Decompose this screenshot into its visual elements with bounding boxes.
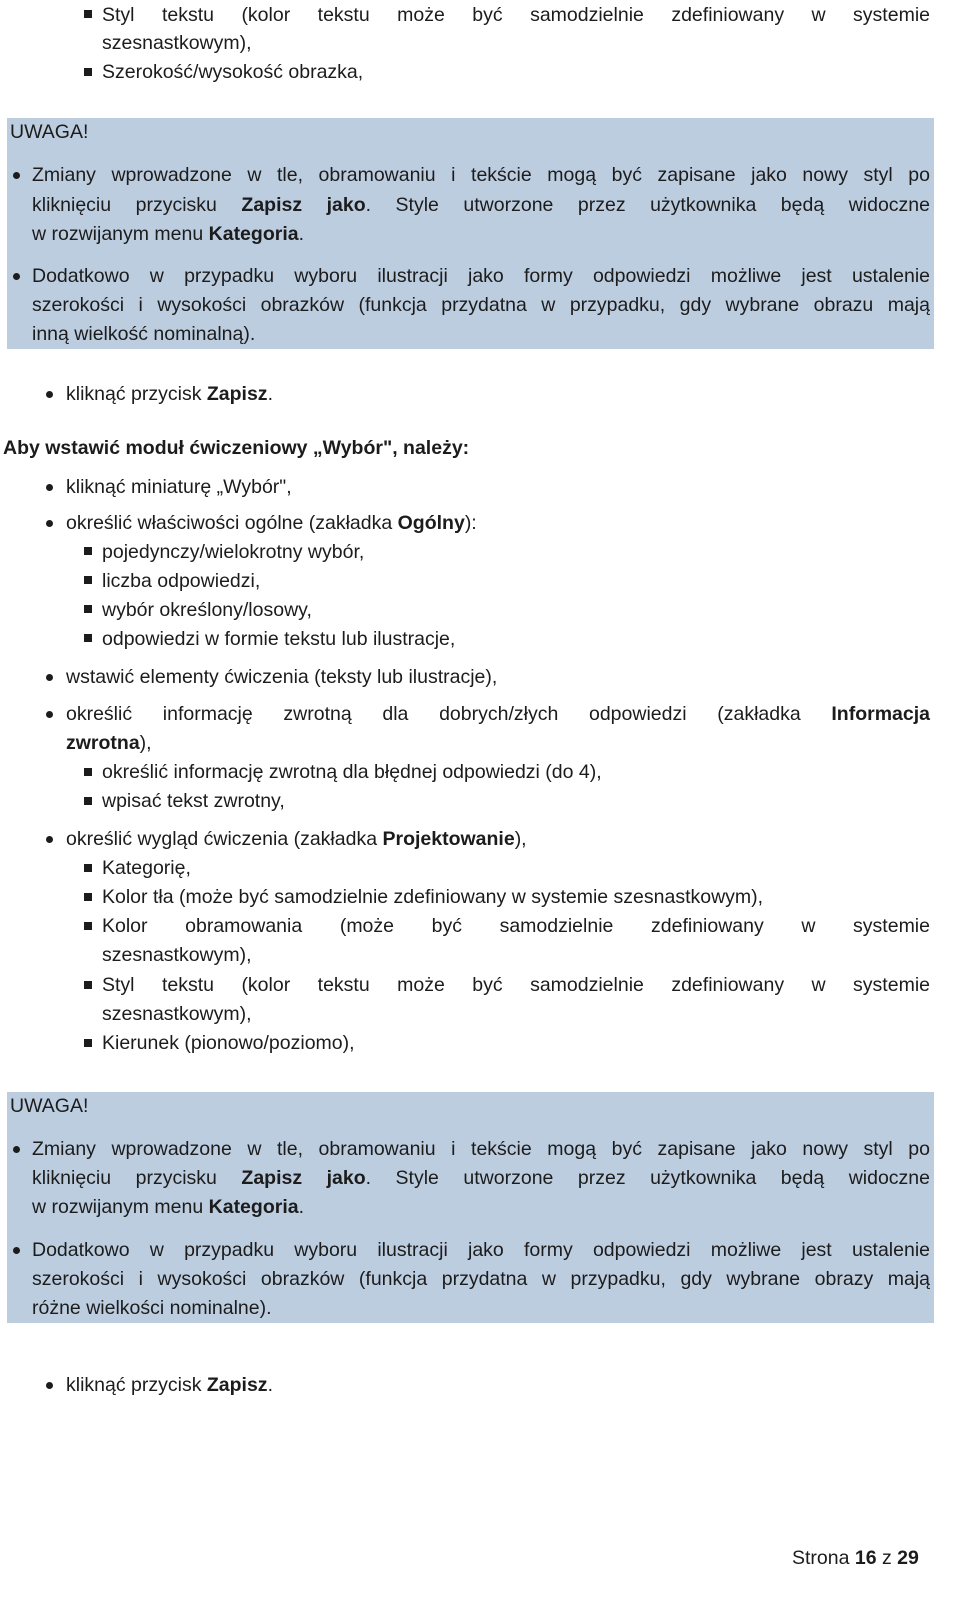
square-bullet-icon [84,547,92,555]
note-text: Zmiany wprowadzone w tle, obramowaniu i tekście mogą być zapisane jako nowy styl po [32,164,930,186]
note-text: w rozwijanym menu Kategoria. [32,1196,305,1218]
list-item-continuation: szesnastkowym), [102,944,252,966]
bullet-icon [13,273,20,280]
list-item: Szerokość/wysokość obrazka, [102,61,364,83]
square-bullet-icon [84,864,92,872]
list-item: Styl tekstu (kolor tekstu może być samodzielnie zdefiniowany w systemie [102,4,930,26]
section-heading: Aby wstawić moduł ćwiczeniowy „Wybór", należy: [3,437,470,459]
page-number: Strona 16 z 29 [792,1547,919,1569]
bullet-icon [46,836,53,843]
note-text: szerokości i wysokości obrazków (funkcja przydatna w przypadku, gdy wybrane obrazy mają [32,1268,930,1290]
list-item: wstawić elementy ćwiczenia (teksty lub ilustracje), [66,666,498,688]
square-bullet-icon [84,605,92,613]
list-item: Kolor obramowania (może być samodzielnie zdefiniowany w systemie [102,915,930,937]
note-text: szerokości i wysokości obrazków (funkcja przydatna w przypadku, gdy wybrane obrazu mają [32,294,930,316]
list-item-continuation: szesnastkowym), [102,1003,252,1025]
square-bullet-icon [84,576,92,584]
note-heading: UWAGA! [10,121,89,143]
list-item: określić informację zwrotną dla dobrych/złych odpowiedzi (zakładka Informacja [66,703,930,725]
bullet-icon [46,1382,53,1389]
note-text: Dodatkowo w przypadku wyboru ilustracji jako formy odpowiedzi możliwe jest ustalenie [32,1239,930,1261]
note-text: kliknięciu przycisku Zapisz jako. Style utworzone przez użytkownika będą widoczne [32,1167,930,1189]
bullet-icon [46,674,53,681]
list-item-continuation: szesnastkowym), [102,32,252,54]
bullet-icon [46,391,53,398]
note-text: w rozwijanym menu Kategoria. [32,223,305,245]
list-item: określić wygląd ćwiczenia (zakładka Projektowanie), [66,828,527,850]
bullet-icon [46,711,53,718]
square-bullet-icon [84,797,92,805]
list-item: kliknąć przycisk Zapisz. [66,383,273,405]
list-item: pojedynczy/wielokrotny wybór, [102,541,365,563]
list-item-continuation: zwrotna), [66,732,152,754]
bullet-icon [13,1146,20,1153]
note-text: Zmiany wprowadzone w tle, obramowaniu i tekście mogą być zapisane jako nowy styl po [32,1138,930,1160]
square-bullet-icon [84,768,92,776]
list-item: Kategorię, [102,857,191,879]
list-item: kliknąć przycisk Zapisz. [66,1374,273,1396]
square-bullet-icon [84,634,92,642]
note-text: różne wielkości nominalne). [32,1297,272,1319]
square-bullet-icon [84,1039,92,1047]
bullet-icon [46,520,53,527]
list-item: liczba odpowiedzi, [102,570,261,592]
note-text: kliknięciu przycisku Zapisz jako. Style utworzone przez użytkownika będą widoczne [32,194,930,216]
square-bullet-icon [84,10,92,18]
square-bullet-icon [84,68,92,76]
note-text: Dodatkowo w przypadku wyboru ilustracji jako formy odpowiedzi możliwe jest ustalenie [32,265,930,287]
bullet-icon [13,1247,20,1254]
list-item: Kolor tła (może być samodzielnie zdefiniowany w systemie szesnastkowym), [102,886,764,908]
note-heading: UWAGA! [10,1095,89,1117]
list-item: wpisać tekst zwrotny, [102,790,285,812]
list-item: Kierunek (pionowo/poziomo), [102,1032,355,1054]
list-item: Styl tekstu (kolor tekstu może być samodzielnie zdefiniowany w systemie [102,974,930,996]
list-item: określić właściwości ogólne (zakładka Ogólny): [66,512,477,534]
square-bullet-icon [84,981,92,989]
list-item: odpowiedzi w formie tekstu lub ilustracje, [102,628,456,650]
list-item: wybór określony/losowy, [102,599,312,621]
list-item: określić informację zwrotną dla błędnej odpowiedzi (do 4), [102,761,602,783]
bullet-icon [13,172,20,179]
square-bullet-icon [84,922,92,930]
list-item: kliknąć miniaturę „Wybór", [66,476,292,498]
square-bullet-icon [84,893,92,901]
note-text: inną wielkość nominalną). [32,323,256,345]
bullet-icon [46,484,53,491]
